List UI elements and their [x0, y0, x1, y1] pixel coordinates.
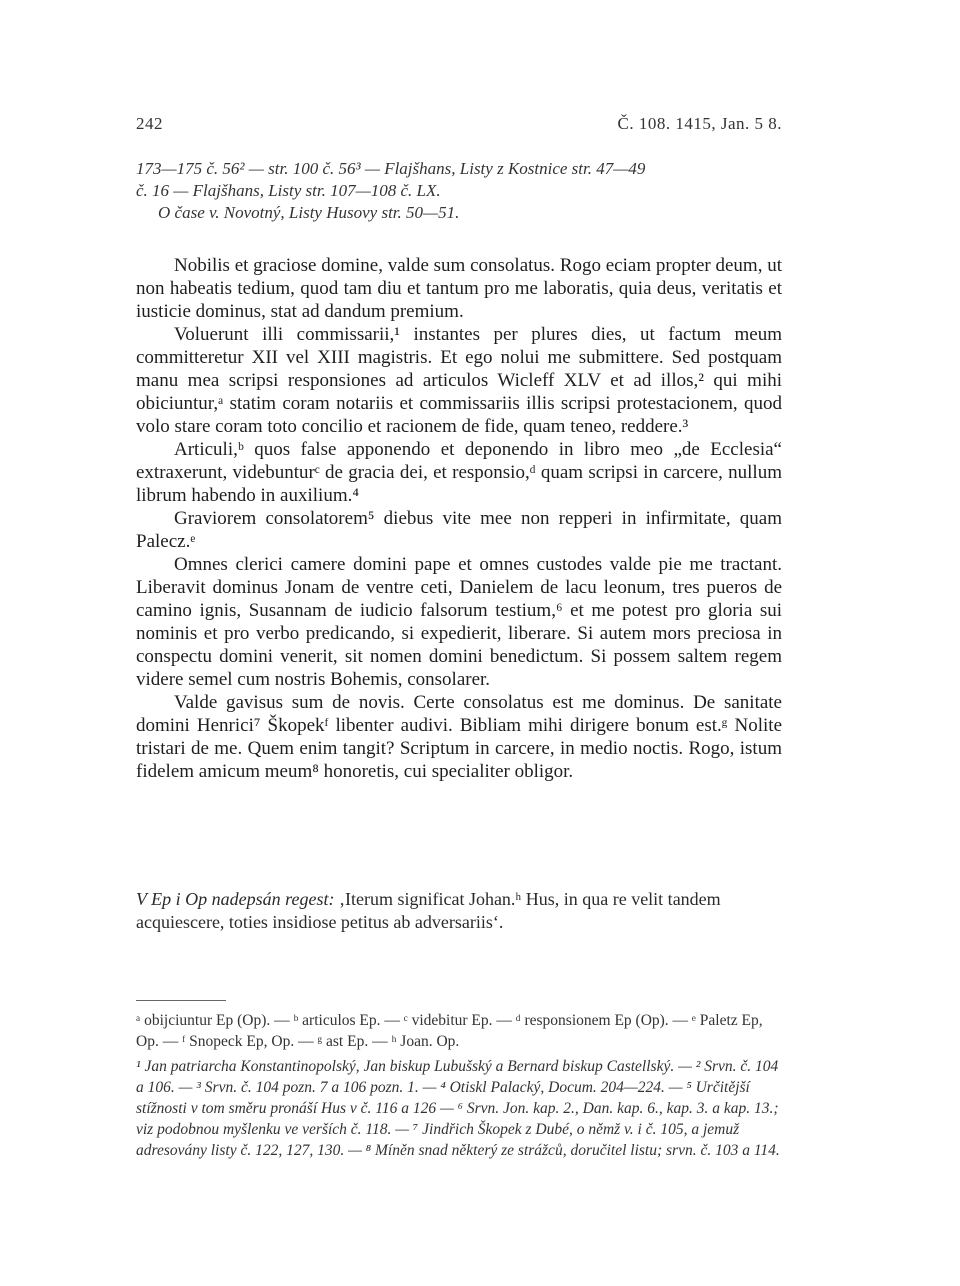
body-paragraph: Valde gavisus sum de novis. Certe consolatus est me dominus. De sanitate domini Henrici⁷ Škopekᶠ libenter audivi. Bibliam mihi dirigere bonum est.ᵍ Nolite tristari de me. Quem enim tangit? Scriptum in carcere, in medio noctis. Rogo, istum fidelem amicum meum⁸ honoretis, cui specialiter obligor. [136, 692, 782, 782]
commentary-notes: ¹ Jan patriarcha Konstantinopolský, Jan biskup Lubušský a Bernard biskup Castellský. — ² Srvn. č. 104 a 106. — ³ Srvn. č. 104 pozn. 7 a 106 pozn. 1. — ⁴ Otiskl Palacký, Docum. 204—224. — ⁵ Určitější stížnosti v tom směru pronáší Hus v č. 116 a 126 — ⁶ Srvn. Jon. kap. 2., Dan. kap. 6., kap. 3. a kap. 13.; viz podobnou myšlenku ve verších č. 118. — ⁷ Jindřich Škopek z Dubé, o němž v. i č. 105, a jemuž adresovány listy č. 122, 127, 130. — ⁸ Míněn snad některý ze strážců, doručitel listu; srvn. č. 103 a 114. [136, 1058, 780, 1159]
body-paragraph: Graviorem consolatorem⁵ diebus vite mee non repperi in infirmitate, quam Palecz.ᵉ [136, 508, 782, 552]
regest-label: V Ep i Op nadepsán regest: [136, 889, 335, 909]
letter-text [136, 254, 782, 783]
reference-line: 173—175 č. 56² — str. 100 č. 56³ — Flajšhans, Listy z Kostnice str. 47—49 [136, 159, 646, 178]
page-header [136, 114, 782, 138]
textual-apparatus: ᵃ obijciuntur Ep (Op). — ᵇ articulos Ep. — ᶜ videbitur Ep. — ᵈ responsionem Ep (Op). — ᵉ Paletz Ep, Op. — ᶠ Snopeck Ep, Op. — ᵍ ast Ep. — ʰ Joan. Op. [136, 1012, 763, 1050]
body-paragraph: Articuli,ᵇ quos false apponendo et deponendo in libro meo „de Ecclesia“ extraxerunt, videbunturᶜ de gracia dei, et responsio,ᵈ quam scripsi in carcere, nullum librum habendo in auxilium.⁴ [136, 439, 782, 506]
body-paragraph: Omnes clerici camere domini pape et omnes custodes valde pie me tractant. Liberavit dominus Jonam de ventre ceti, Danielem de lacu leonum, tres pueros de camino ignis, Susannam de iudicio falsorum testium,⁶ et me potest pro gloria sui nominis et pro verbo predicando, si expedierit, liberare. Si autem mors preciosa in conspectu domini venerit, sit nomen domini benedictum. Si possem saltem regem videre semel cum nostris Bohemis, consolarer. [136, 554, 782, 690]
body-paragraph: Nobilis et graciose domine, valde sum consolatus. Rogo eciam propter deum, ut non habeatis tedium, quod tam diu et tantum pro me laboratis, quia deus, veritatis et iusticie dominus, stat ad dandum premium. [136, 255, 782, 322]
reference-line: O čase v. Novotný, Listy Husovy str. 50—51. [158, 203, 460, 222]
footnotes [136, 1010, 782, 1165]
running-head: Č. 108. 1415, Jan. 5 8. [617, 114, 782, 133]
page-number: 242 [136, 114, 163, 133]
regest-text: ‚Iterum significat Johan.ʰ Hus, in qua re velit tandem acquiescere, toties insidiose petitus ab adversariis‘. [136, 889, 721, 932]
reference-line: č. 16 — Flajšhans, Listy str. 107—108 č. LX. [136, 181, 441, 200]
body-paragraph: Voluerunt illi commissarii,¹ instantes per plures dies, ut factum meum committeretur XII vel XIII magistris. Et ego nolui me submittere. Sed postquam manu mea scripsi responsiones ad articulos Wicleff XLV et ad illos,² qui mihi obiciuntur,ᵃ statim coram notariis et commissariis illis scripsi protestacionem, quod volo stare coram toto concilio et racionem de fide, quam teneo, reddere.³ [136, 324, 782, 437]
regest-summary [136, 888, 782, 934]
bibliographic-references [136, 158, 782, 224]
footnote-divider [136, 1000, 226, 1001]
